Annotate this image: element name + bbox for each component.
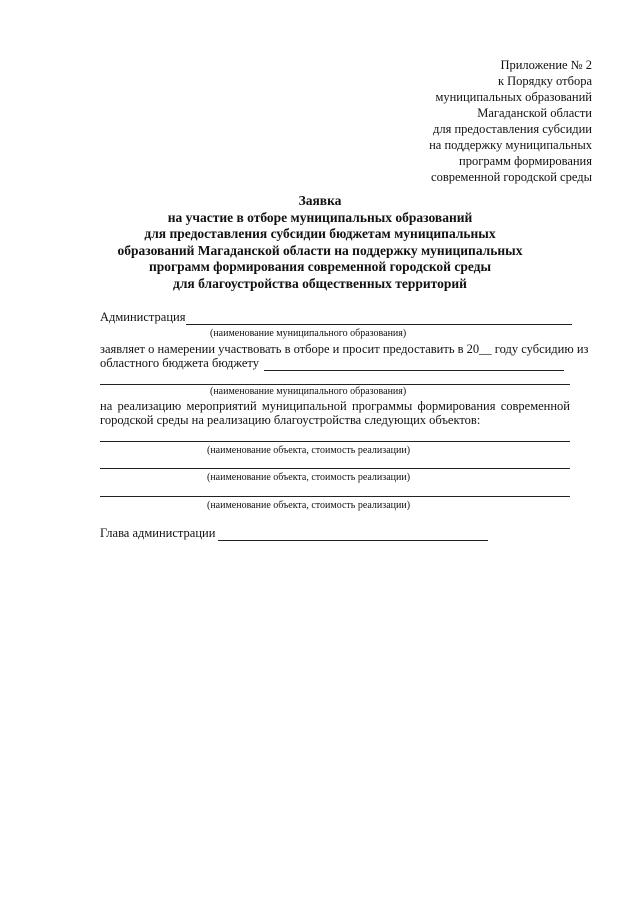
budget-recipient-field[interactable]	[264, 370, 564, 371]
document-title	[90, 193, 550, 292]
appendix-block	[332, 57, 592, 185]
object-field-2[interactable]	[100, 468, 570, 469]
budget-text: областного бюджета бюджету	[100, 356, 259, 370]
title-line: для предоставления субсидии бюджетам муниципальных	[144, 226, 496, 241]
caption-object-3: (наименование объекта, стоимость реализации)	[207, 500, 411, 511]
head-label: Глава администрации	[100, 526, 216, 540]
caption-object-2: (наименование объекта, стоимость реализации)	[207, 472, 411, 483]
caption-object-1: (наименование объекта, стоимость реализации)	[207, 445, 411, 456]
appendix-line: на поддержку муниципальных	[429, 138, 592, 152]
appendix-line: программ формирования	[459, 154, 592, 168]
purpose-line-1: на реализацию мероприятий муниципальной программы формирования современной	[100, 399, 570, 413]
caption-municipality-2: (наименование муниципального образования)	[210, 386, 407, 397]
declares-text: заявляет о намерении участвовать в отборе и просит предоставить в 20__ году субсидию из	[100, 342, 589, 356]
purpose-line-2: городской среды на реализацию благоустройства следующих объектов:	[100, 413, 481, 427]
appendix-line: для предоставления субсидии	[432, 122, 592, 136]
appendix-line: современной городской среды	[431, 170, 592, 184]
appendix-line: муниципальных образований	[435, 90, 592, 104]
title-line: для благоустройства общественных территорий	[173, 275, 467, 291]
administration-field[interactable]	[186, 324, 572, 325]
object-field-3[interactable]	[100, 496, 570, 497]
object-field-1[interactable]	[100, 441, 570, 442]
caption-municipality: (наименование муниципального образования)	[210, 328, 407, 339]
title-line: образований Магаданской области на поддержку муниципальных	[117, 242, 523, 258]
title-line: Заявка	[298, 193, 342, 208]
appendix-line: к Порядку отбора	[497, 74, 592, 88]
municipality-field-2[interactable]	[100, 384, 570, 385]
appendix-line: Магаданской области	[477, 106, 592, 120]
title-line: на участие в отборе муниципальных образований	[167, 209, 473, 225]
appendix-line: Приложение № 2	[500, 58, 592, 72]
title-line: программ формирования современной городской среды	[148, 259, 492, 274]
head-signature-field[interactable]	[218, 540, 488, 541]
administration-label: Администрация	[100, 310, 186, 324]
